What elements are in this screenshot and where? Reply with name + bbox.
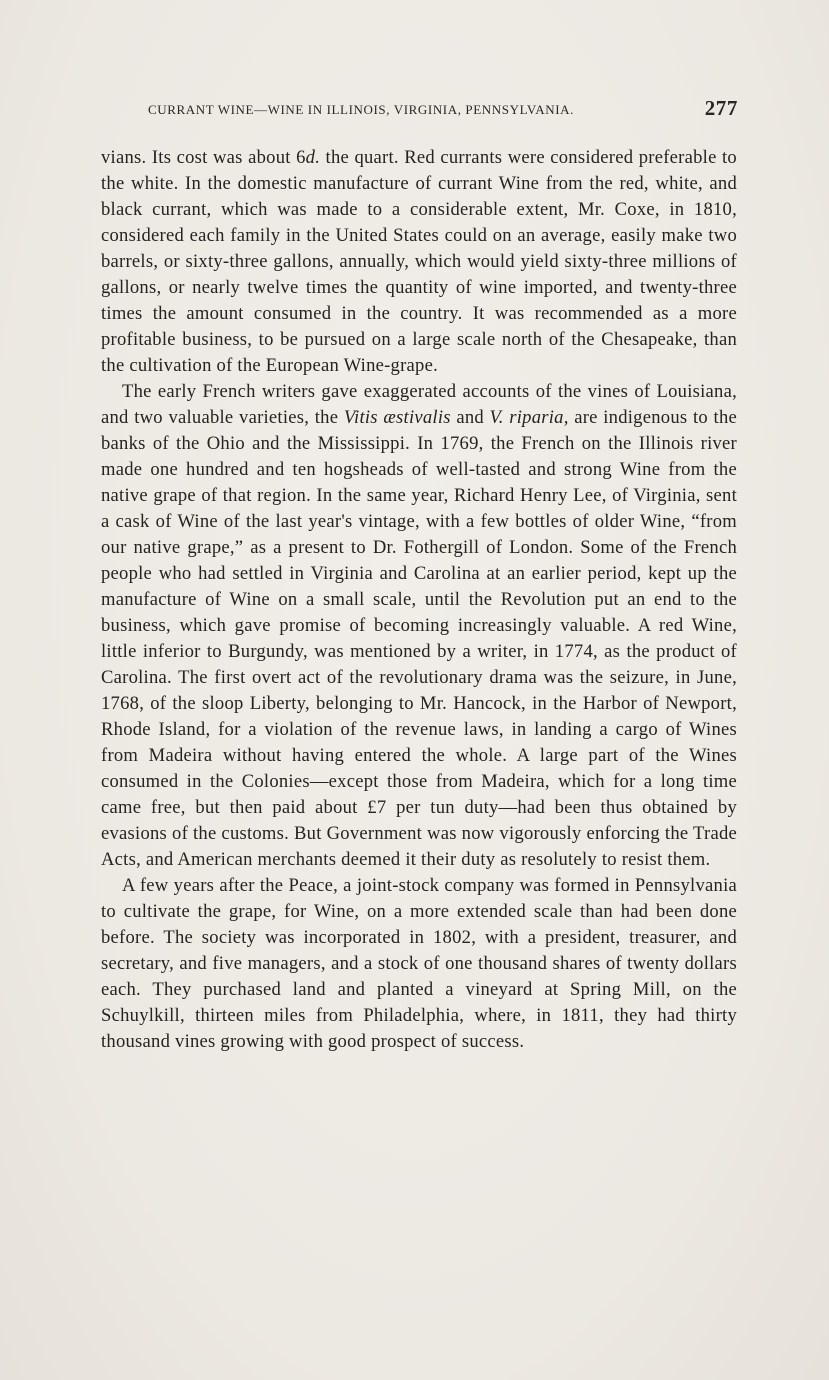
page-number: 277 xyxy=(704,96,738,120)
italic-run: Vitis æstivalis xyxy=(343,407,451,428)
running-head xyxy=(148,96,738,122)
text-run: and xyxy=(450,407,490,428)
italic-run: d. xyxy=(305,147,321,168)
paragraph-2 xyxy=(101,379,737,873)
running-title: CURRANT WINE—WINE IN ILLINOIS, VIRGINIA, PENNSYLVANIA. xyxy=(148,102,574,117)
paragraph-1 xyxy=(101,145,737,379)
text-run: A few years after the Peace, a joint-stock company was formed in Pennsylvania to cultivate the grape, for Wine, on a more extended scale than had been done before. The society was incorporated in 1802, with a president, treasurer, and secretary, and five managers, and a stock of one thousand shares of twenty dollars each. They purchased land and planted a vineyard at Spring Mill, on the Schuylkill, thirteen miles from Philadelphia, where, in 1811, they had thirty thousand vines growing with good prospect of success. xyxy=(101,875,737,1052)
text-run: vians. Its cost was about 6 xyxy=(101,147,306,168)
text-run: are indigenous to the banks of the Ohio and the Mississippi. In 1769, the French on the Illinois river made one hundred and ten hogsheads of well-tasted and strong Wine from the native grape of that region. In the same year, Richard Henry Lee, of Virginia, sent a cask of Wine of the last year's vintage, with a few bottles of older Wine, “from our native grape,” as a present to Dr. Fothergill of London. Some of the French people who had settled in Virginia and Carolina at an earlier period, kept up the manufacture of Wine on a small scale, until the Revolution put an end to the business, which gave promise of becoming increasingly valuable. A red Wine, little inferior to Burgundy, was mentioned by a writer, in 1774, as the product of Carolina. The first overt act of the revolutionary drama was the seizure, in June, 1768, of the sloop Liberty, belonging to Mr. Hancock, in the Harbor of Newport, Rhode Island, for a violation of the revenue laws, in landing a cargo of Wines from Madeira without having entered the whole. A large part of the Wines consumed in the Colonies—except those from Madeira, which for a long time came free, but then paid about £7 per tun duty—had been thus obtained by evasions of the customs. But Government was now vigorously enforcing the Trade Acts, and American merchants deemed it their duty as resolutely to resist them. xyxy=(101,407,737,870)
italic-run: V. riparia, xyxy=(489,407,569,428)
text-run: The early French writers gave exaggerated accounts of the vines of Louisiana, and two valuable varieties, the xyxy=(101,381,737,428)
body-text xyxy=(101,145,737,1055)
text-run: the quart. Red currants were considered preferable to the white. In the domestic manufacture of currant Wine from the red, white, and black currant, which was made to a considerable extent, Mr. Coxe, in 1810, considered each family in the United States could on an average, easily make two barrels, or sixty-three gallons, annually, which would yield sixty-three millions of gallons, or nearly twelve times the quantity of wine imported, and twenty-three times the amount consumed in the country. It was recommended as a more profitable business, to be pursued on a large scale north of the Chesapeake, than the cultivation of the European Wine-grape. xyxy=(101,147,737,376)
paragraph-3 xyxy=(101,873,737,1055)
